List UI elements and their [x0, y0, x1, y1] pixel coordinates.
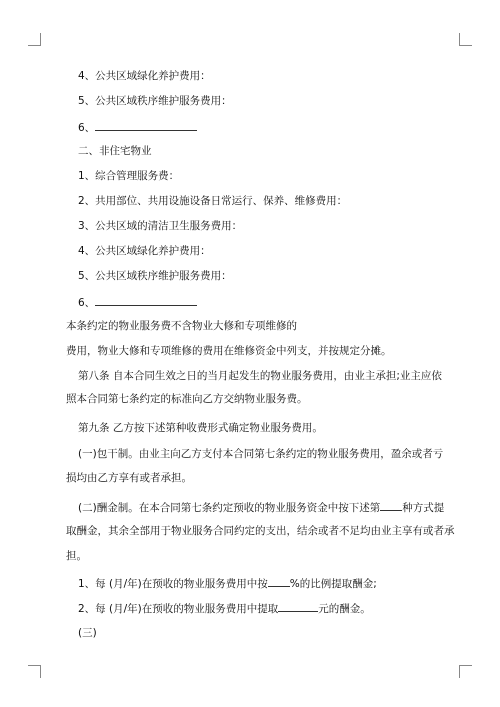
fill-blank[interactable]: [268, 575, 290, 587]
text-line: (三): [78, 627, 97, 639]
crop-mark-top-right: [459, 33, 472, 46]
text-line-label: 6、: [78, 297, 96, 309]
article-8-line: 第八条 自本合同生效之日的当月起发生的物业服务费用，由业主承担;业主应依: [78, 370, 442, 382]
text-line-label: 种方式提: [402, 502, 445, 514]
text-line: 2、共用部位、共用设施设备日常运行、保养、维修费用：: [78, 195, 348, 207]
crop-mark-top-left: [28, 33, 41, 46]
crop-mark-bottom-left: [28, 665, 41, 678]
text-line: [78, 119, 197, 135]
clause-commission-line: [78, 499, 444, 515]
paragraph-line: 费用，物业大修和专项维修的费用在维修资金中列支，并按规定分摊。: [66, 345, 392, 357]
text-line: 5、公共区域秩序维护服务费用：: [78, 270, 232, 282]
text-line-label: (二)酬金制。在本合同第七条约定预收的物业服务资金中按下述第: [78, 502, 381, 514]
article-9-line: 第九条 乙方按下述第种收费形式确定物业服务费用。: [78, 422, 323, 434]
text-line: 5、公共区域秩序维护服务费用：: [78, 95, 232, 107]
fill-blank[interactable]: [278, 600, 318, 612]
text-line: [78, 600, 371, 616]
text-line-label: 1、每 (月/年)在预收的物业服务费用中按: [78, 578, 268, 590]
clause-commission-line: 取酬金，其余全部用于物业服务合同约定的支出，结余或者不足均由业主享有或者承: [66, 525, 455, 537]
fill-blank[interactable]: [380, 499, 402, 511]
section-heading: 二、非住宅物业: [78, 145, 152, 157]
text-line-label: %的比例提取酬金;: [289, 578, 377, 590]
fill-blank[interactable]: [95, 294, 197, 306]
article-8-line: 照本合同第七条约定的标准向乙方交纳物业服务费。: [66, 393, 308, 405]
paragraph-line: 本条约定的物业服务费不含物业大修和专项维修的: [66, 320, 297, 332]
text-line: 3、公共区域的清洁卫生服务费用：: [78, 220, 243, 232]
fill-blank[interactable]: [95, 119, 197, 131]
clause-commission-line: 担。: [66, 550, 87, 562]
text-line: 4、公共区域绿化养护费用：: [78, 70, 211, 82]
text-line: 1、综合管理服务费：: [78, 170, 180, 182]
text-line-label: 元的酬金。: [318, 603, 371, 615]
text-line-label: 2、每 (月/年)在预收的物业服务费用中提取: [78, 603, 279, 615]
text-line: [78, 294, 197, 310]
crop-mark-bottom-right: [459, 665, 472, 678]
clause-lump-sum-line: (一)包干制。由业主向乙方支付本合同第七条约定的物业服务费用，盈余或者亏: [78, 448, 444, 460]
text-line-label: 6、: [78, 122, 96, 134]
text-line: 4、公共区域绿化养护费用：: [78, 245, 211, 257]
clause-lump-sum-line: 损均由乙方享有或者承担。: [66, 472, 192, 484]
text-line: [78, 575, 377, 591]
